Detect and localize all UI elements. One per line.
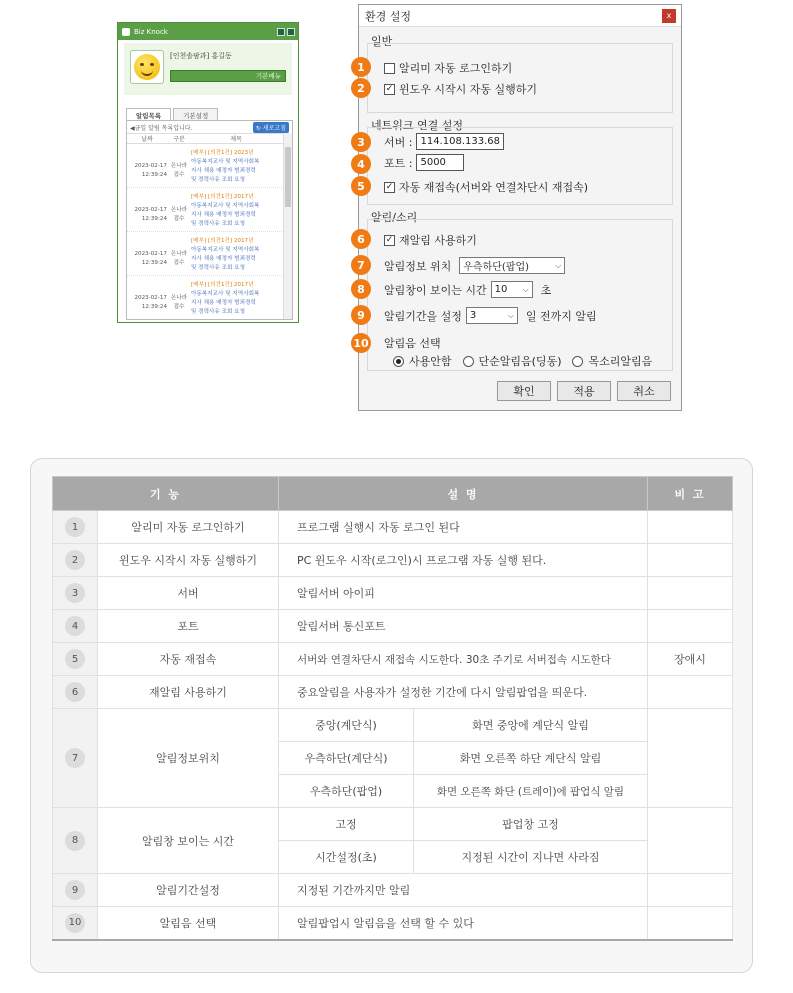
auto-start-checkbox[interactable]: ✓ — [385, 83, 394, 94]
dialog-title: 환경 설정 — [359, 5, 681, 27]
sound-none-radio[interactable] — [393, 356, 404, 367]
table-row — [53, 676, 733, 709]
close-icon[interactable] — [287, 28, 295, 36]
display-time-value: 10 — [494, 284, 508, 295]
period-label: 알림기간을 설정 — [384, 309, 462, 323]
alert-title-line: 아동복지교사 및 지역사회복 — [191, 291, 260, 297]
refresh-button[interactable]: ↻ 새로고침 — [253, 122, 289, 133]
row-number: 3 — [65, 583, 85, 603]
row-description: 알림서버 통신포트 — [279, 610, 648, 643]
tab-alert-list[interactable]: 알림목록 — [126, 108, 171, 122]
row-feature: 서버 — [98, 577, 279, 610]
alert-kind: 접수 — [173, 216, 185, 222]
sound-voice-label: 목소리알림음 — [588, 355, 653, 368]
alert-title-line: 및 경력사유 조회 요청 — [191, 177, 245, 183]
user-name: [인천솔팜과] 홍길동 — [170, 52, 232, 60]
sound-none-label: 사용안함 — [409, 355, 452, 368]
row-description: 서버와 연결차단시 재접속 시도한다. 30초 주기로 서버접속 시도한다 — [279, 643, 648, 676]
row-note — [648, 577, 733, 610]
header-feature: 기 능 — [53, 477, 279, 511]
server-label: 서버 : — [384, 135, 413, 149]
row-note — [648, 709, 733, 808]
table-row — [53, 874, 733, 907]
auto-reconnect-checkbox[interactable]: ✓ — [385, 181, 394, 192]
row-note — [648, 676, 733, 709]
server-input[interactable]: 114.108.133.68 — [416, 133, 504, 150]
period-row — [384, 307, 597, 324]
alert-source: 온나라 — [170, 163, 188, 169]
dialog-close-button[interactable]: x — [662, 9, 676, 23]
table-row — [53, 907, 733, 940]
badge-3: 3 — [351, 132, 371, 152]
row-note — [648, 511, 733, 544]
table-row — [53, 511, 733, 544]
display-time-unit: 초 — [540, 283, 552, 297]
table-row — [53, 709, 733, 742]
list-item[interactable] — [127, 276, 292, 320]
sound-simple-label: 단순알림음(딩동) — [478, 355, 562, 368]
scrollbar-thumb[interactable] — [285, 147, 291, 207]
group-general-label: 일반 — [371, 35, 393, 48]
row-number: 7 — [65, 748, 85, 768]
row-feature: 자동 재접속 — [98, 643, 279, 676]
alert-title-line: 및 경력사유 조회 요청 — [191, 221, 245, 227]
alert-source: 온나라 — [170, 295, 188, 301]
sound-simple-radio[interactable] — [463, 356, 474, 367]
alert-kind: 접수 — [173, 260, 185, 266]
row-note — [648, 907, 733, 940]
row-note — [648, 544, 733, 577]
port-label: 포트 : — [384, 156, 413, 170]
alert-title-line: 및 경력사유 조회 요청 — [191, 265, 245, 271]
alert-source: 온나라 — [170, 207, 188, 213]
ok-button[interactable]: 확인 — [497, 381, 551, 401]
status-menu[interactable]: 기본메뉴 — [170, 70, 286, 82]
messenger-window — [117, 22, 299, 323]
settings-dialog — [353, 4, 682, 411]
alert-date: 2023-02-17 — [134, 207, 167, 213]
port-input[interactable]: 5000 — [416, 154, 464, 171]
row-number: 9 — [65, 880, 85, 900]
row-number: 8 — [65, 831, 85, 851]
position-value: 우측하단(팝업) — [463, 262, 530, 273]
alert-time: 12:39:24 — [141, 172, 167, 178]
row-feature: 윈도우 시작시 자동 실행하기 — [98, 544, 279, 577]
display-time-select[interactable] — [491, 281, 533, 298]
alert-title-line: [배부] [의견1건] 2023년 — [191, 150, 254, 156]
column-date: 날짜 — [141, 136, 153, 143]
alert-kind: 접수 — [173, 172, 185, 178]
alert-date: 2023-02-17 — [134, 163, 167, 169]
sub-description: 화면 오른쪽 화단 (트레이)에 팝업식 알림 — [414, 775, 648, 808]
alert-title-line: [배부] [의견1건] 2017년 — [191, 238, 254, 244]
row-feature: 알림음 선택 — [98, 907, 279, 940]
table-row — [53, 808, 733, 841]
position-row — [384, 257, 565, 274]
alert-title-line: 아동복지교사 및 지역사회복 — [191, 203, 260, 209]
sub-description: 팝업창 고정 — [414, 808, 648, 841]
app-logo-icon — [122, 28, 130, 36]
row-note — [648, 808, 733, 874]
row-note — [648, 874, 733, 907]
row-description: 알림팝업시 알림음을 선택 할 수 있다 — [279, 907, 648, 940]
profile-panel — [124, 43, 292, 95]
refresh-label: 새로고침 — [262, 124, 286, 132]
chevron-down-icon: ⌵ — [555, 260, 562, 270]
list-item[interactable] — [127, 188, 292, 232]
alert-source: 온나라 — [170, 251, 188, 257]
re-alert-label: 재알림 사용하기 — [399, 234, 477, 247]
badge-9: 9 — [351, 305, 371, 325]
alert-list — [126, 120, 293, 320]
apply-button[interactable]: 적용 — [557, 381, 611, 401]
row-number: 2 — [65, 550, 85, 570]
port-field-row — [384, 154, 464, 171]
sub-option: 중앙(계단식) — [279, 709, 414, 742]
auto-login-label: 알리미 자동 로그인하기 — [399, 62, 513, 75]
tab-basic-settings[interactable]: 기본설정 — [173, 108, 218, 122]
chevron-down-icon: ⌵ — [522, 284, 529, 294]
list-item[interactable] — [127, 144, 292, 188]
group-general — [367, 43, 673, 113]
period-select[interactable] — [466, 307, 518, 324]
badge-5: 5 — [351, 176, 371, 196]
column-title: 제목 — [230, 136, 242, 143]
sub-option: 고정 — [279, 808, 414, 841]
table-row — [53, 643, 733, 676]
table-header-row — [53, 477, 733, 511]
row-number: 4 — [65, 616, 85, 636]
sound-voice-radio[interactable] — [572, 356, 583, 367]
display-time-row — [384, 281, 551, 298]
alert-kind: 접수 — [173, 304, 185, 310]
position-label: 알림정보 위치 — [384, 259, 452, 273]
minimize-icon[interactable] — [277, 28, 285, 36]
period-suffix: 일 전까지 알림 — [525, 309, 597, 323]
server-field-row — [384, 133, 504, 150]
re-alert-option[interactable] — [384, 232, 477, 248]
auto-login-option[interactable] — [384, 60, 512, 76]
badge-6: 6 — [351, 229, 371, 249]
avatar — [130, 50, 164, 84]
alert-title-line: 지사 채용 예정자 범죄경력 — [191, 256, 256, 262]
group-network-label: 네트워크 연결 설정 — [371, 119, 464, 132]
badge-4: 4 — [351, 154, 371, 174]
display-time-label: 알림창이 보이는 시간 — [384, 283, 487, 297]
auto-start-label: 윈도우 시작시 자동 실행하기 — [399, 83, 538, 96]
scrollbar[interactable] — [283, 133, 292, 320]
sub-option: 우측하단(계단식) — [279, 742, 414, 775]
badge-1: 1 — [351, 57, 371, 77]
re-alert-checkbox[interactable]: ✓ — [385, 234, 394, 245]
alert-title-line: [배부] [의견1건] 2017년 — [191, 282, 254, 288]
list-item[interactable] — [127, 232, 292, 276]
row-description: 중요알림을 사용자가 설정한 기간에 다시 알림팝업을 띄운다. — [279, 676, 648, 709]
alert-title-line: 지사 채용 예정자 범죄경력 — [191, 168, 256, 174]
cancel-button[interactable]: 취소 — [617, 381, 671, 401]
alert-list-bar — [127, 121, 292, 133]
column-type: 구분 — [173, 136, 185, 143]
row-description: 프로그램 실행시 자동 로그인 된다 — [279, 511, 648, 544]
badge-8: 8 — [351, 279, 371, 299]
row-feature: 알림정보위치 — [98, 709, 279, 808]
table-row — [53, 610, 733, 643]
row-number: 10 — [65, 913, 85, 933]
alert-time: 12:39:24 — [141, 304, 167, 310]
alert-date: 2023-02-17 — [134, 295, 167, 301]
sub-option: 우측하단(팝업) — [279, 775, 414, 808]
group-alert-label: 알림/소리 — [371, 211, 418, 224]
row-number: 5 — [65, 649, 85, 669]
alert-title-line: 및 경력사유 조회 요청 — [191, 309, 245, 315]
messenger-title: Biz Knock — [134, 27, 168, 36]
sound-label: 알림음 선택 — [384, 337, 441, 350]
feature-table — [52, 476, 733, 941]
row-description: 지정된 기간까지만 알림 — [279, 874, 648, 907]
badge-2: 2 — [351, 78, 371, 98]
row-feature: 포트 — [98, 610, 279, 643]
alert-list-caption: ◀금일 알림 목록입니다. — [130, 124, 193, 132]
alert-time: 12:39:24 — [141, 216, 167, 222]
alert-title-line: [배부] [의견1건] 2017년 — [191, 194, 254, 200]
header-note: 비 고 — [648, 477, 733, 511]
row-feature: 알림기간설정 — [98, 874, 279, 907]
alert-date: 2023-02-17 — [134, 251, 167, 257]
position-select[interactable] — [459, 257, 565, 274]
badge-10: 10 — [351, 333, 371, 353]
auto-start-option[interactable] — [384, 81, 537, 97]
row-description: 알림서버 아이피 — [279, 577, 648, 610]
chevron-down-icon: ⌵ — [507, 310, 514, 320]
row-note: 장애시 — [648, 643, 733, 676]
sub-description: 지정된 시간이 지나면 사라짐 — [414, 841, 648, 874]
sub-description: 화면 오른쪽 하단 계단식 알림 — [414, 742, 648, 775]
alert-list-header — [127, 133, 292, 144]
smiley-icon — [134, 54, 160, 80]
messenger-title-bar — [118, 23, 298, 40]
badge-7: 7 — [351, 255, 371, 275]
auto-reconnect-option[interactable] — [384, 179, 588, 195]
auto-login-checkbox[interactable] — [384, 63, 395, 74]
alert-title-line: 아동복지교사 및 지역사회복 — [191, 247, 260, 253]
row-feature: 알림창 보이는 시간 — [98, 808, 279, 874]
header-description: 설 명 — [279, 477, 648, 511]
alert-title-line: 지사 채용 예정자 범죄경력 — [191, 300, 256, 306]
row-description: PC 윈도우 시작(로그인)시 프로그램 자동 실행 된다. — [279, 544, 648, 577]
period-value: 3 — [469, 310, 477, 321]
row-note — [648, 610, 733, 643]
row-feature: 알리미 자동 로그인하기 — [98, 511, 279, 544]
alert-title-line: 아동복지교사 및 지역사회복 — [191, 159, 260, 165]
sub-description: 화면 중앙에 계단식 알림 — [414, 709, 648, 742]
table-row — [53, 544, 733, 577]
row-number: 6 — [65, 682, 85, 702]
sound-options — [393, 353, 652, 369]
auto-reconnect-label: 자동 재접속(서버와 연결차단시 재접속) — [399, 181, 589, 194]
alert-title-line: 지사 채용 예정자 범죄경력 — [191, 212, 256, 218]
row-feature: 재알림 사용하기 — [98, 676, 279, 709]
alert-time: 12:39:24 — [141, 260, 167, 266]
row-number: 1 — [65, 517, 85, 537]
table-row — [53, 577, 733, 610]
sub-option: 시간설정(초) — [279, 841, 414, 874]
alert-rows — [127, 144, 292, 320]
